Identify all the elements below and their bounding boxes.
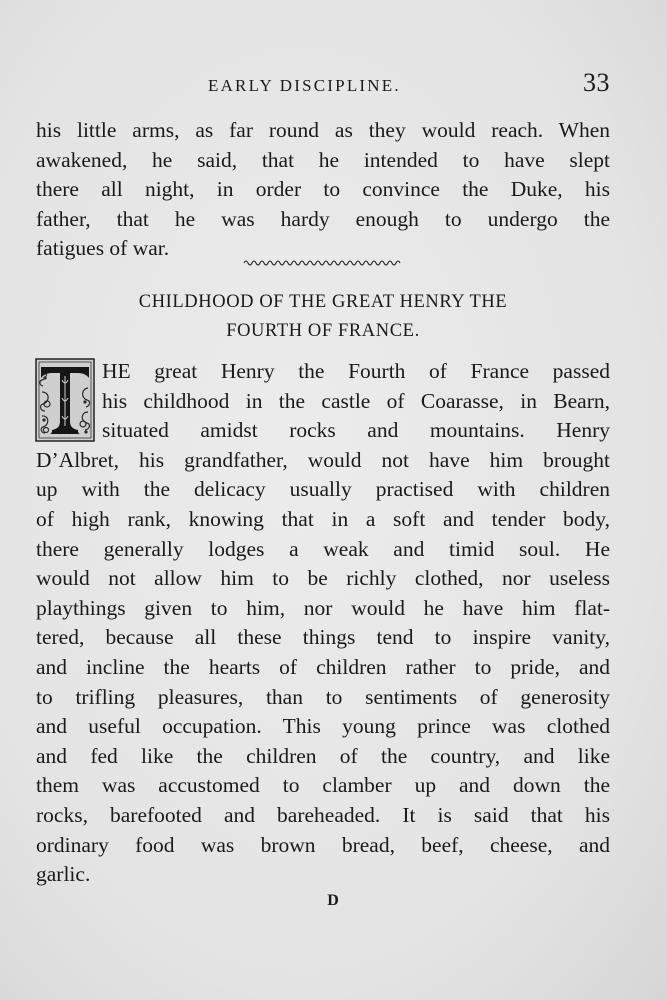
- text-line: situated amidst rocks and mountains. Henry: [102, 418, 610, 443]
- text-line: of high rank, knowing that in a soft and tender body,: [36, 506, 610, 531]
- text-line: rocks, barefooted and bareheaded. It is said that his: [36, 802, 610, 827]
- text-line: there generally lodges a weak and timid soul. He: [36, 536, 610, 561]
- text-line: up with the delicacy usually practised with children: [36, 477, 610, 502]
- text-line: HE great Henry the Fourth of France passed: [102, 359, 610, 383]
- page-number: 33: [583, 68, 610, 97]
- continued-paragraph: [36, 116, 610, 264]
- running-title: EARLY DISCIPLINE.: [208, 76, 401, 95]
- signature-mark: D: [327, 892, 340, 909]
- text-line: fatigues of war.: [36, 236, 170, 261]
- text-line: father, that he was hardy enough to undergo the: [36, 206, 610, 231]
- text-line: to trifling pleasures, than to sentiments of generosity: [36, 684, 610, 709]
- section-heading-line: FOURTH OF FRANCE.: [226, 321, 420, 341]
- text-line: garlic.: [36, 862, 91, 887]
- text-line: D’Albret, his grandfather, would not have him brought: [36, 447, 610, 472]
- text-line: his childhood in the castle of Coarasse, in Bearn,: [102, 388, 610, 413]
- running-head: [36, 66, 610, 100]
- text-line: awakened, he said, that he intended to have slept: [36, 147, 610, 172]
- text-line: playthings given to him, nor would he have him flat-: [36, 595, 610, 620]
- text-line: would not allow him to be richly clothed, nor useless: [36, 566, 610, 591]
- text-line: his little arms, as far round as they would reach. When: [36, 118, 610, 142]
- section-heading-line: CHILDHOOD OF THE GREAT HENRY THE: [138, 292, 508, 312]
- text-line: and useful occupation. This young prince was clothed: [36, 714, 610, 739]
- text-line: them was accustomed to clamber up and down the: [36, 773, 610, 798]
- wavy-divider-ornament: [243, 258, 401, 268]
- section-paragraph: [36, 357, 610, 890]
- text-line: tered, because all these things tend to inspire vanity,: [36, 625, 610, 650]
- section-heading: [36, 288, 610, 346]
- text-line: there all night, in order to convince the Duke, his: [36, 177, 610, 202]
- text-line: and fed like the children of the country, and like: [36, 743, 610, 768]
- text-line: ordinary food was brown bread, beef, cheese, and: [36, 832, 610, 857]
- text-line: and incline the hearts of children rather to pride, and: [36, 654, 610, 679]
